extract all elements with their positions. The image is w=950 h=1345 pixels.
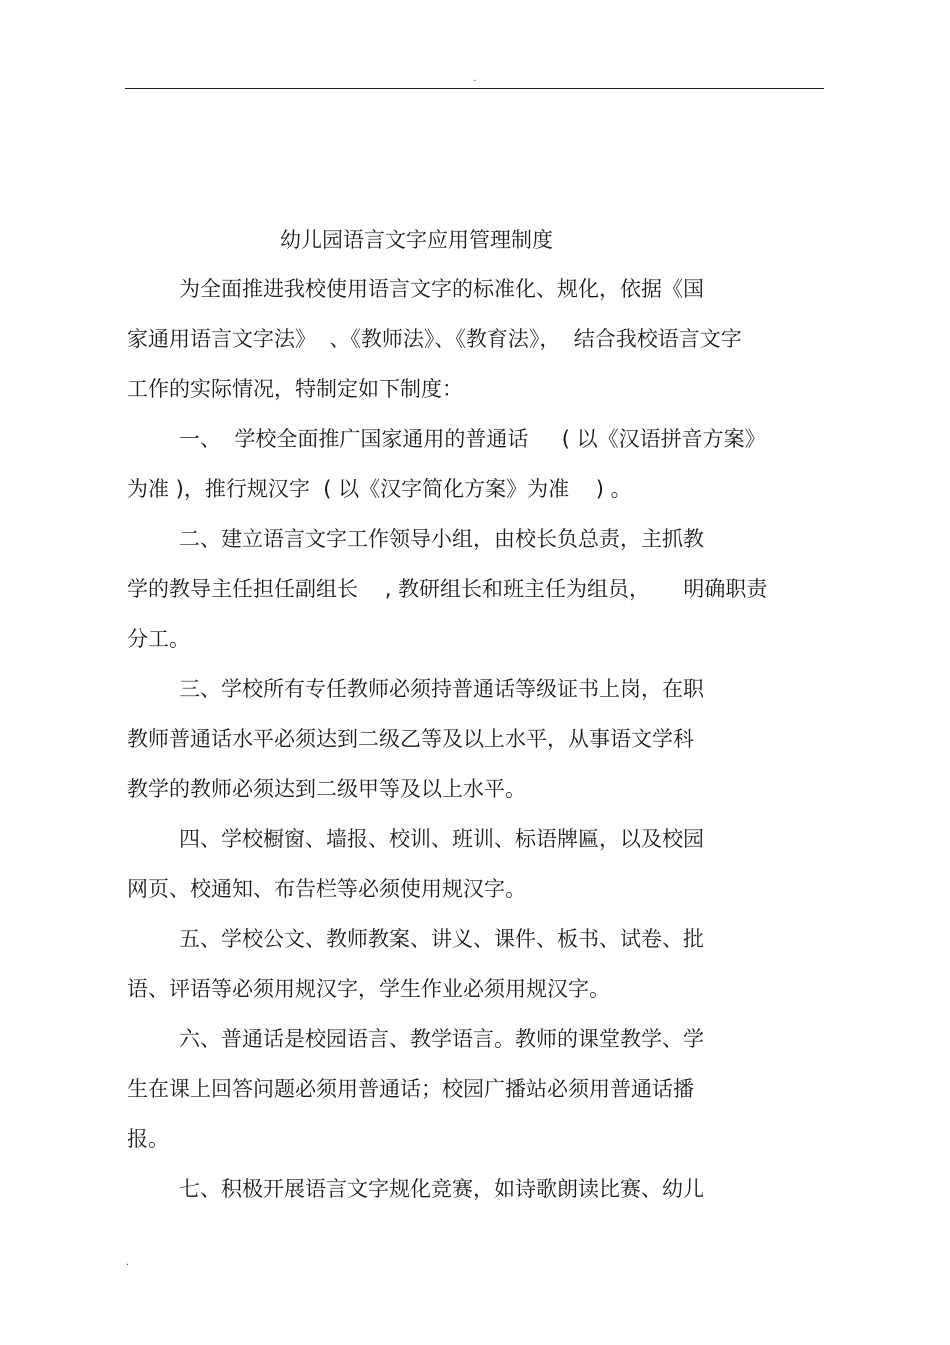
paragraph-6-line-1: 六、普通话是校园语言、教学语言。教师的课堂教学、学 <box>179 1027 704 1051</box>
paragraph-5-line-1: 五、学校公文、教师教案、讲义、课件、板书、试卷、批 <box>179 927 704 951</box>
paragraph-3-line-2: 教师普通话水平必须达到二级乙等及以上水平，从事语文学科 <box>127 727 694 751</box>
paragraph-6-line-3: 报。 <box>127 1127 169 1151</box>
paragraph-1-line-2: 为准 )，推行规汉字 ( 以《汉字简化方案》为准 ) 。 <box>127 477 632 501</box>
paragraph-3-line-3: 教学的教师必须达到二级甲等及以上水平。 <box>127 777 526 801</box>
document-body <box>127 274 827 1224</box>
paragraph-7-line-1: 七、积极开展语言文字规化竞赛，如诗歌朗读比赛、幼儿 <box>179 1177 704 1201</box>
paragraph-4-line-1: 四、学校橱窗、墙报、校训、班训、标语牌匾，以及校园 <box>179 827 704 851</box>
paragraph-2-line-1: 二、建立语言文字工作领导小组，由校长负总责，主抓教 <box>179 527 704 551</box>
footer-dot: . <box>126 1257 130 1268</box>
header-rule <box>125 88 824 89</box>
paragraph-intro-line-1: 为全面推进我校使用语言文字的标准化、规化，依据《国 <box>179 277 704 301</box>
paragraph-3-line-1: 三、学校所有专任教师必须持普通话等级证书上岗，在职 <box>179 677 704 701</box>
paragraph-1-line-1: 一、 学校全面推广国家通用的普通话 ( 以《汉语拼音方案》 <box>179 427 766 451</box>
paragraph-4-line-2: 网页、校通知、布告栏等必须使用规汉字。 <box>127 877 526 901</box>
paragraph-5-line-2: 语、评语等必须用规汉字，学生作业必须用规汉字。 <box>127 977 610 1001</box>
document-title: 幼儿园语言文字应用管理制度 <box>280 228 553 252</box>
paragraph-6-line-2: 生在课上回答问题必须用普通话；校园广播站必须用普通话播 <box>127 1077 694 1101</box>
paragraph-intro-line-3: 工作的实际情况，特制定如下制度： <box>127 377 463 401</box>
header-dot: . <box>473 73 477 84</box>
paragraph-intro-line-2: 家通用语言文字法》 、《教师法》、《教育法》， 结合我校语言文字 <box>127 327 742 351</box>
paragraph-2-line-2: 学的教导主任担任副组长 , 教研组长和班主任为组员， 明确职责 <box>127 577 768 601</box>
paragraph-2-line-3: 分工。 <box>127 627 190 651</box>
